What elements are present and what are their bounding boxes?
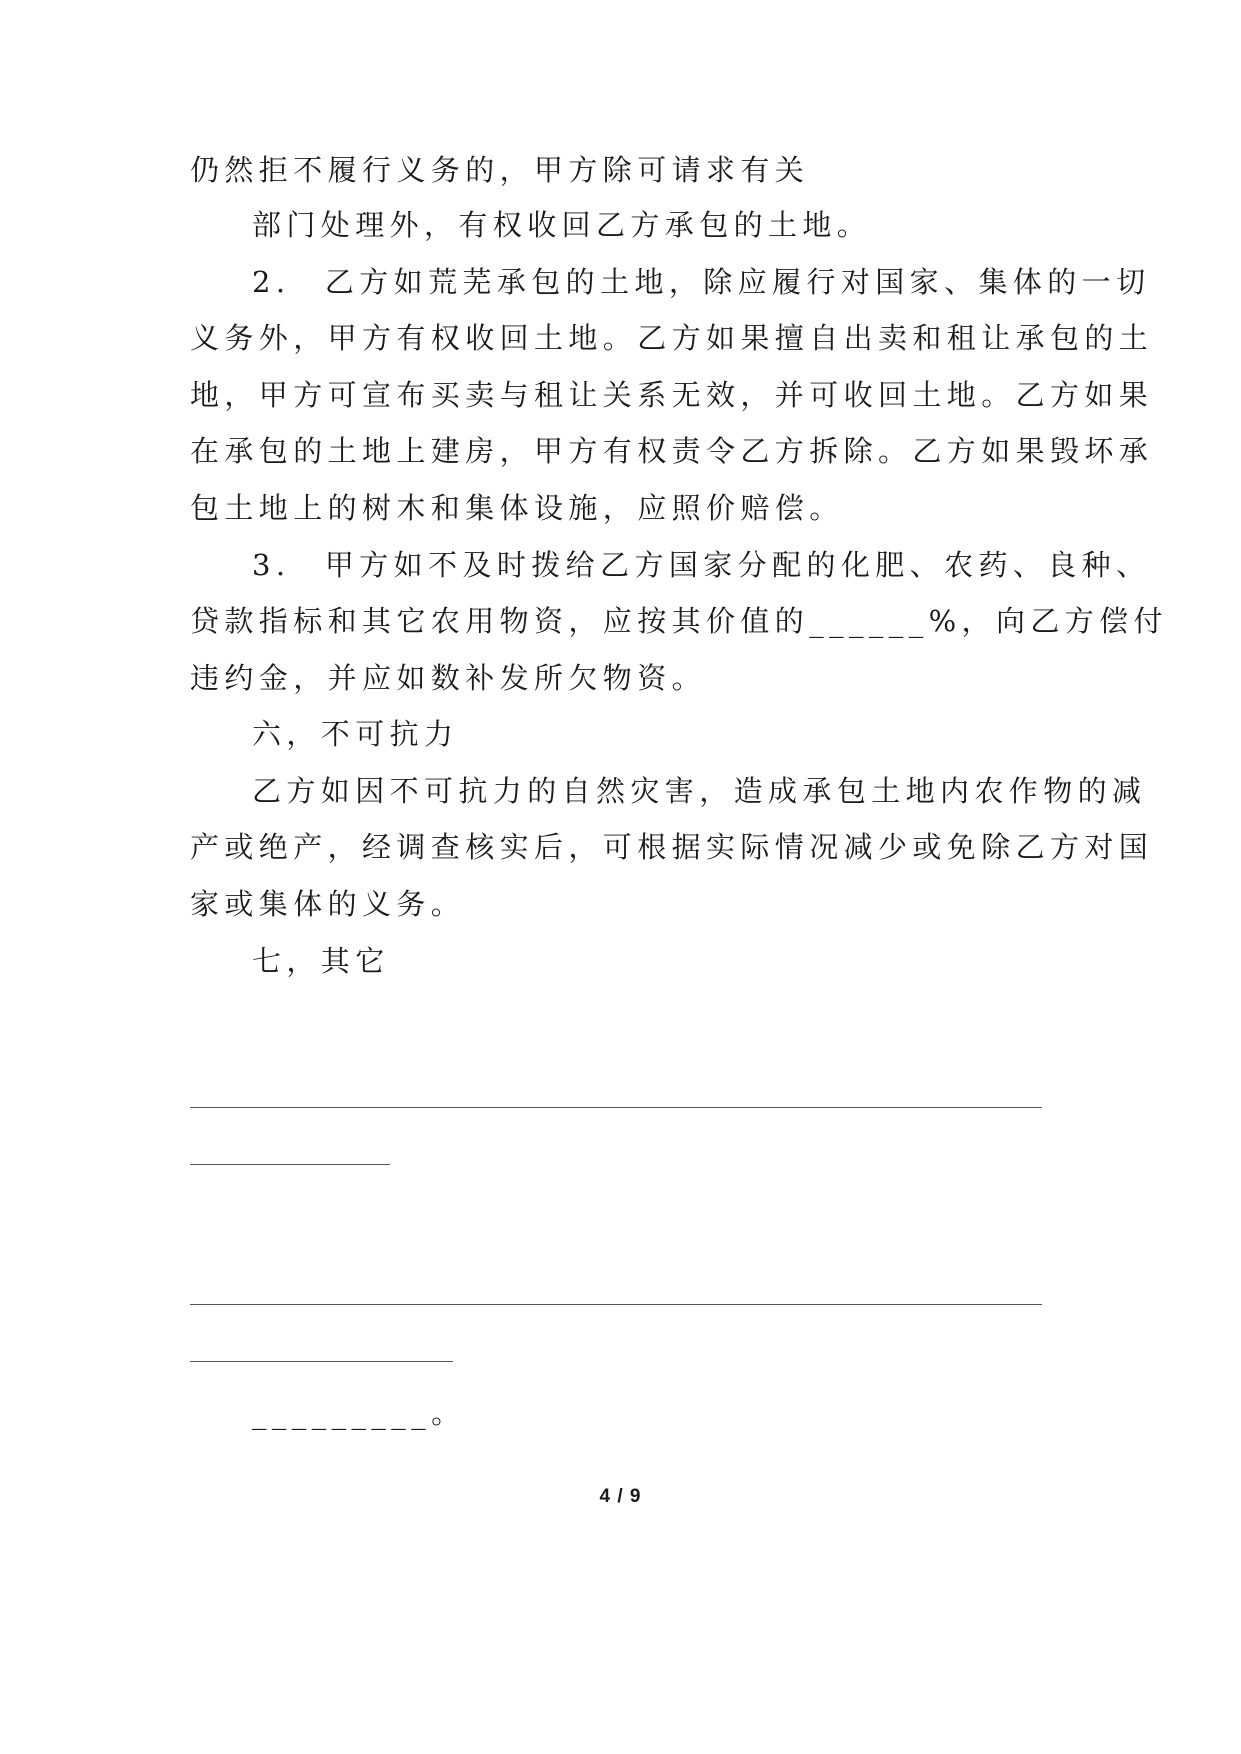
section-heading-force-majeure: 六，不可抗力 [252, 717, 459, 751]
paragraph-line: 包土地上的树木和集体设施，应照价赔偿。 [190, 491, 844, 525]
paragraph-line: 乙方如因不可抗力的自然灾害，造成承包土地内农作物的减 [252, 774, 1147, 808]
fill-in-blank-line [190, 1164, 390, 1165]
paragraph-line: 产或绝产，经调查核实后，可根据实际情况减少或免除乙方对国 [190, 830, 1154, 864]
page-number: 4 / 9 [599, 1486, 642, 1507]
paragraph-line: 在承包的土地上建房，甲方有权责令乙方拆除。乙方如果毁坏承 [190, 434, 1154, 468]
paragraph-line: 义务外，甲方有权收回土地。乙方如果擅自出卖和租让承包的土 [190, 321, 1154, 355]
paragraph-line: 部门处理外，有权收回乙方承包的土地。 [252, 208, 872, 242]
fill-in-blank-line [190, 1107, 1042, 1108]
closing-blank-line: _________。 [252, 1396, 466, 1430]
paragraph-line: 违约金，并应如数补发所欠物资。 [190, 661, 707, 695]
section-heading-other: 七，其它 [252, 944, 390, 978]
clause-3-heading-line: 3. 甲方如不及时拨给乙方国家分配的化肥、农药、良种、 [252, 548, 1151, 582]
paragraph-line: 地，甲方可宣布买卖与租让关系无效，并可收回土地。乙方如果 [190, 378, 1154, 412]
clause-2-heading-line: 2. 乙方如荒芜承包的土地，除应履行对国家、集体的一切 [252, 265, 1151, 299]
paragraph-line: 贷款指标和其它农用物资，应按其价值的______%，向乙方偿付 [190, 604, 1168, 638]
fill-in-blank-line [190, 1361, 453, 1362]
paragraph-line: 家或集体的义务。 [190, 887, 466, 921]
paragraph-line: 仍然拒不履行义务的，甲方除可请求有关 [190, 153, 810, 187]
fill-in-blank-line [190, 1304, 1042, 1305]
